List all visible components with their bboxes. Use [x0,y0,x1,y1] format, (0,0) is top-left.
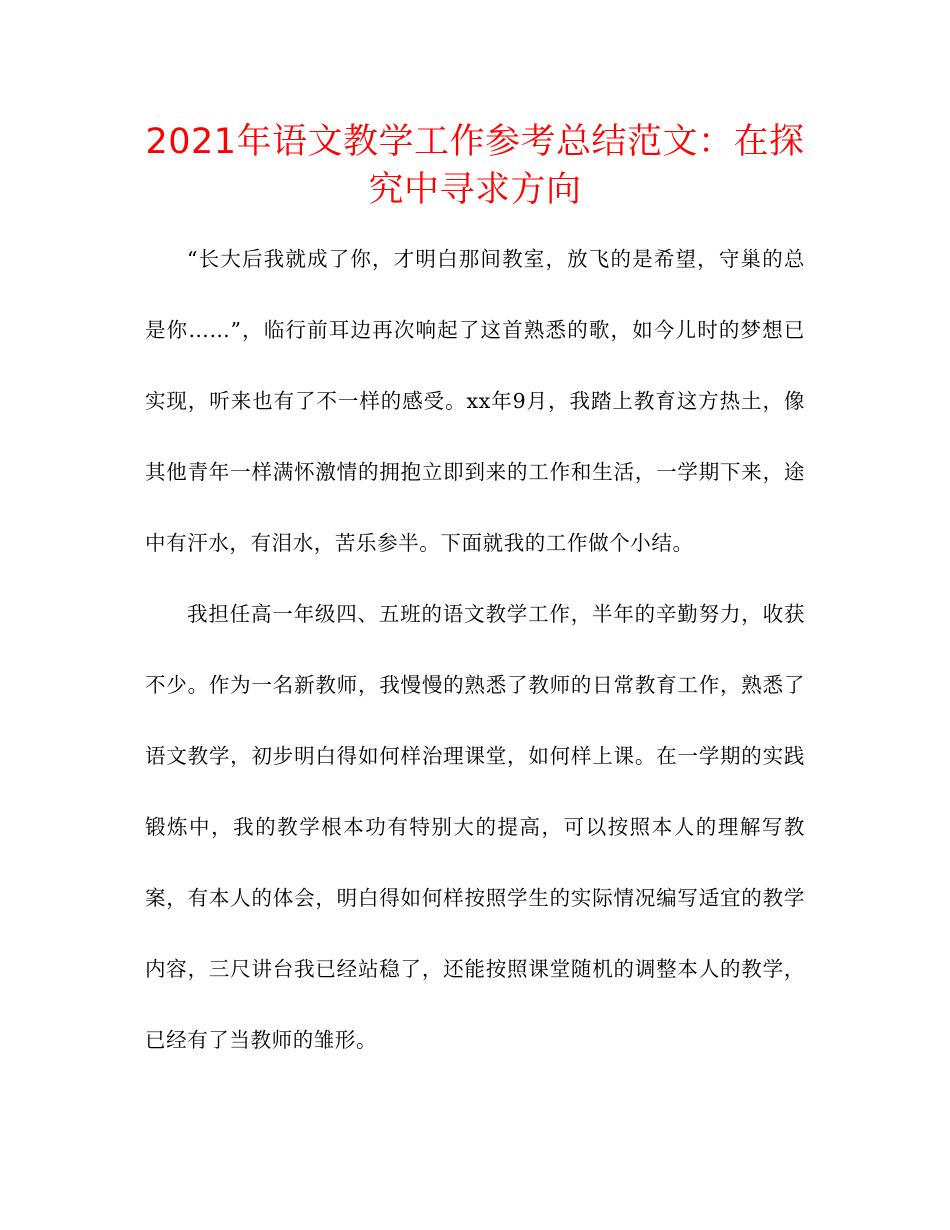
paragraph-intro: “长大后我就成了你，才明白那间教室，放飞的是希望，守巢的总是你……”，临行前耳边再次响起了这首熟悉的歌，如今儿时的梦想已实现，听来也有了不一样的感受。xx年9月，我踏上教育这方热土，像其他青年一样满怀激情的拥抱立即到来的工作和生活，一学期下来，途中有汗水，有泪水，苦乐参半。下面就我的工作做个小结。 [145,247,805,555]
paragraph-teaching-work: 我担任高一年级四、五班的语文教学工作，半年的辛勤努力，收获不少。作为一名新教师，我慢慢的熟悉了教师的日常教育工作，熟悉了语文教学，初步明白得如何样治理课堂，如何样上课。在一学期的实践锻炼中，我的教学根本功有特别大的提高，可以按照本人的理解写教案，有本人的体会，明白得如何样按照学生的实际情况编写适宜的教学内容，三尺讲台我已经站稳了，还能按照课堂随机的调整本人的教学，已经有了当教师的雏形。 [145,602,805,1052]
document-body [145,224,805,1076]
document-title: 2021年语文教学工作参考总结范文：在探究中寻求方向 [145,122,805,210]
